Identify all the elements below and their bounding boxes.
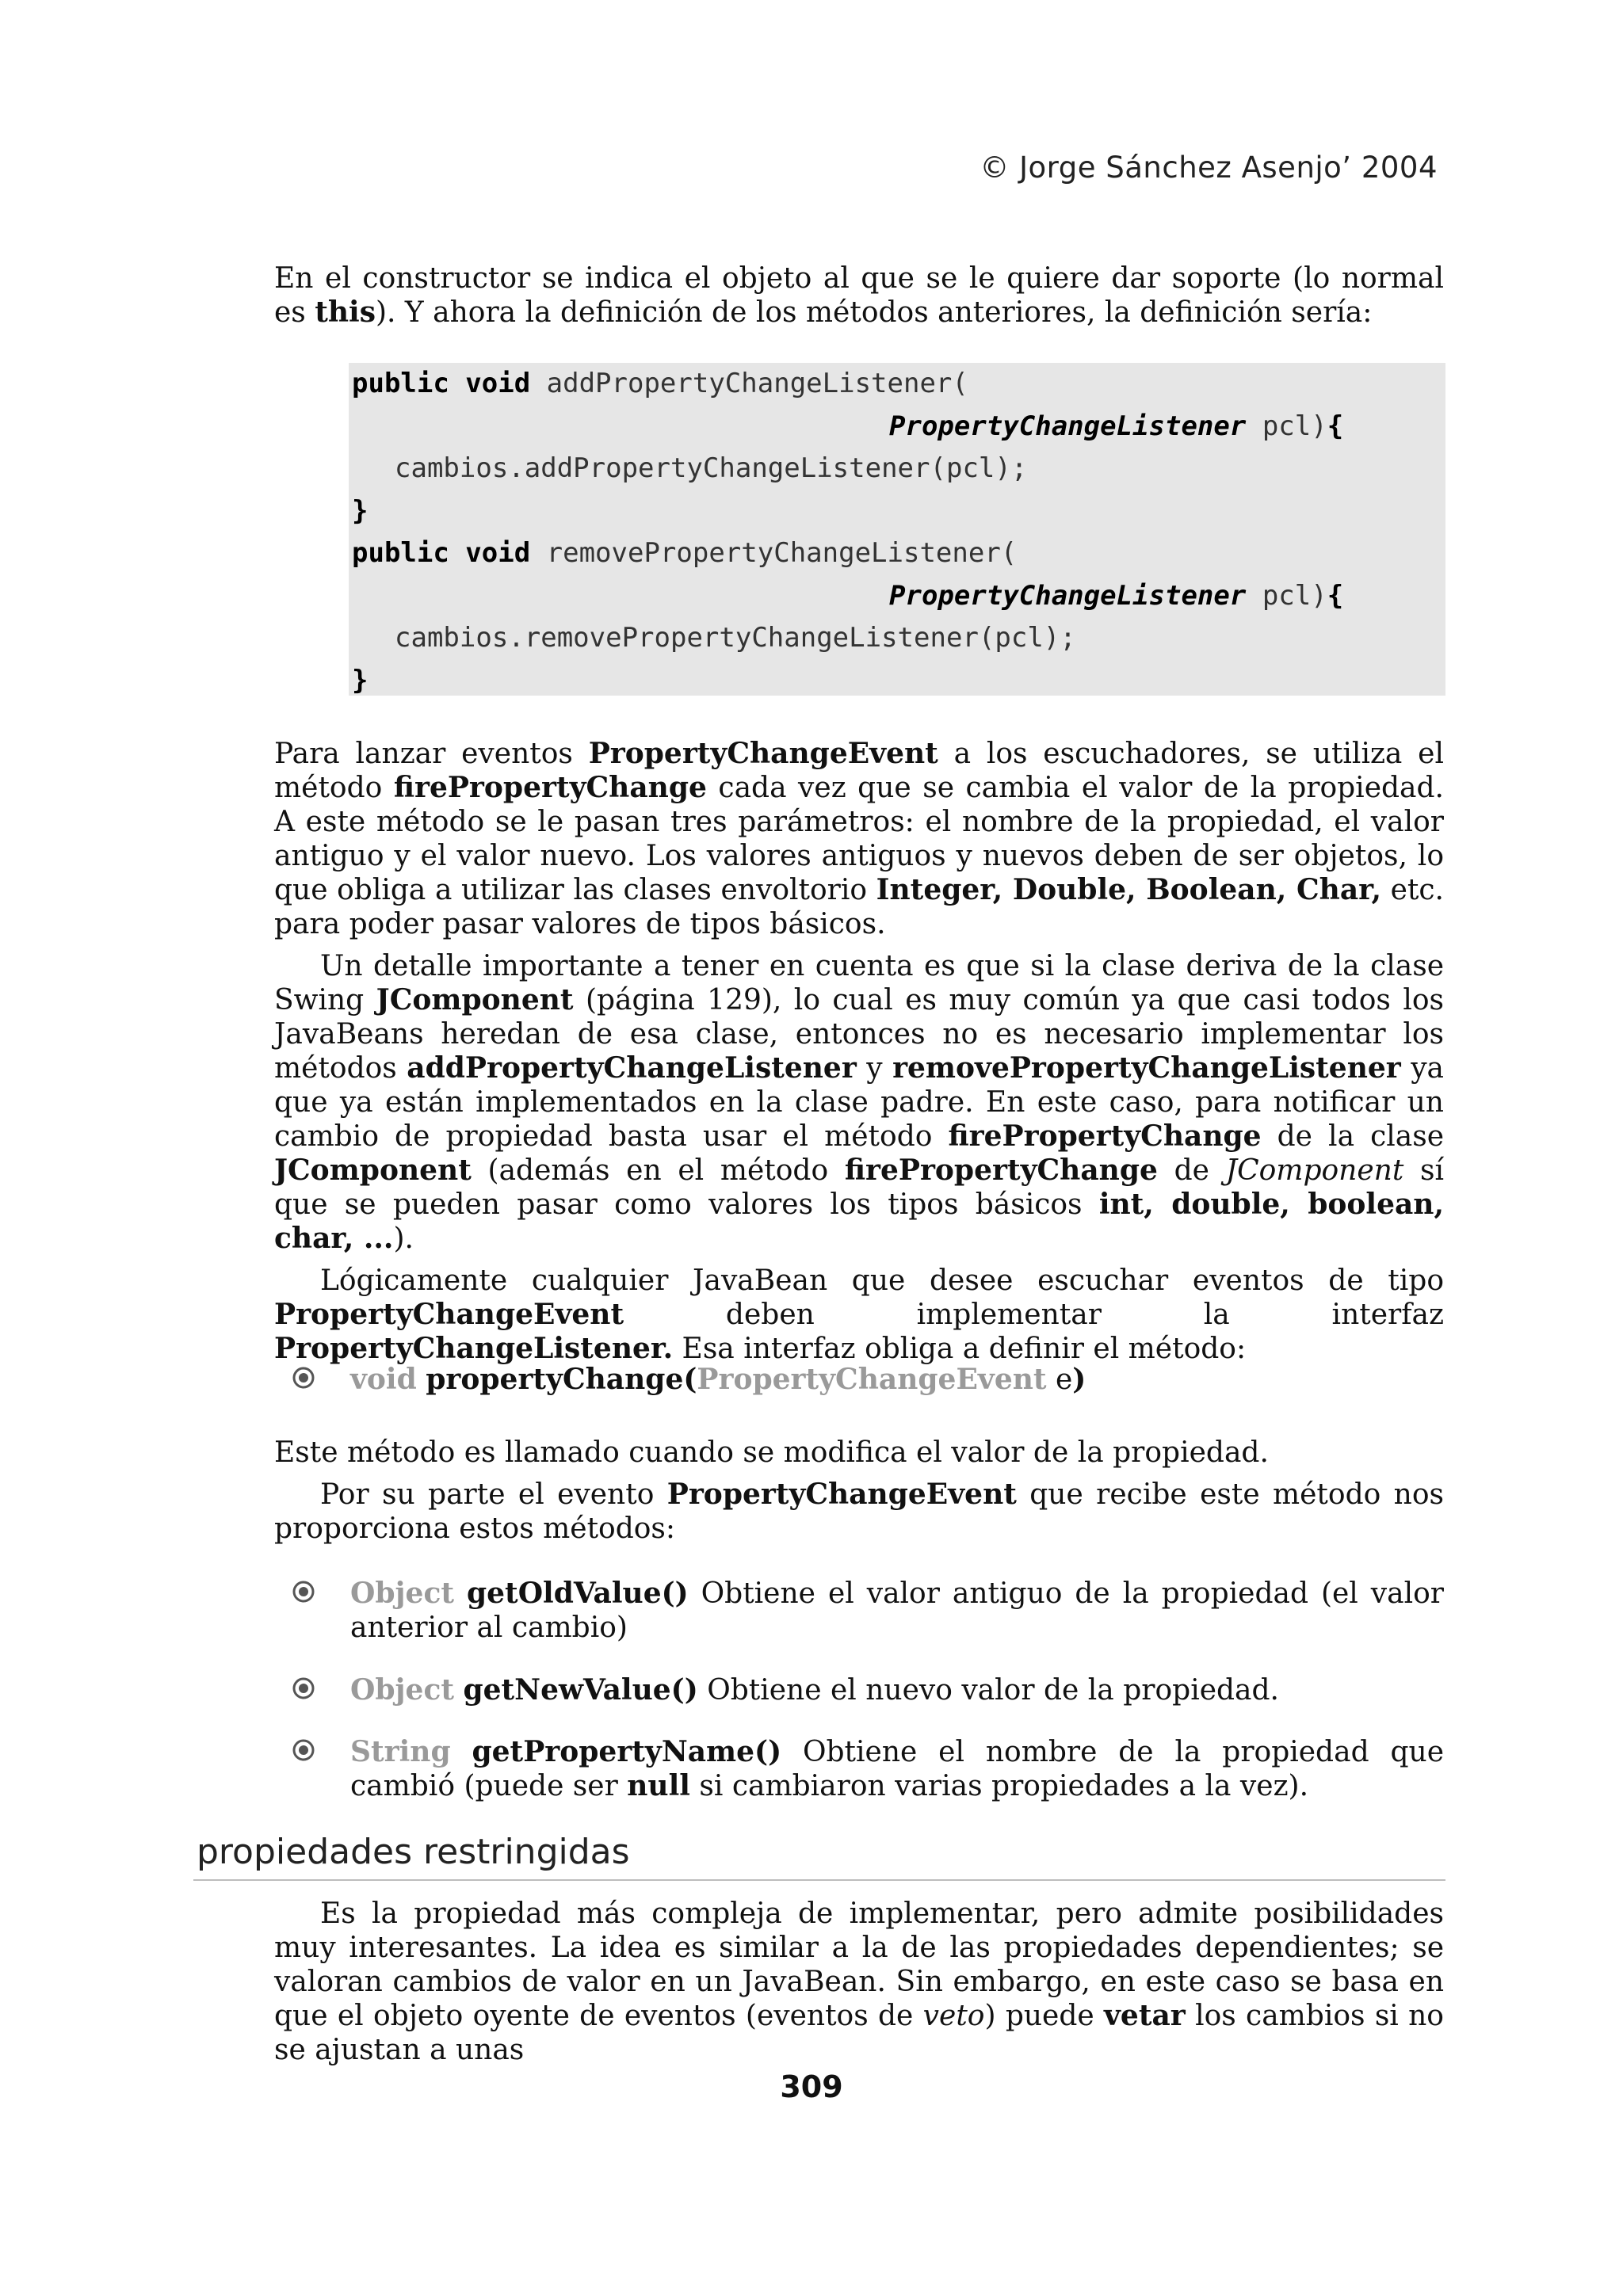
- code-line-3: cambios.addPropertyChangeListener(pcl);: [395, 452, 1028, 484]
- code-line-7: cambios.removePropertyChangeListener(pcl);: [395, 622, 1076, 654]
- bullet-get-property-name: String getPropertyName() Obtiene el nombre de la propiedad que cambió (puede ser null si cambiaron varias propiedades a la vez).: [274, 1735, 1444, 1803]
- text: En el constructor se indica el objeto al que se le quiere dar soporte (lo normal es: [274, 262, 1444, 329]
- radio-bullet-icon: [292, 1676, 315, 1700]
- page-header-copyright: © Jorge Sánchez Asenjo’ 2004: [980, 151, 1438, 185]
- paragraph-listener: Lógicamente cualquier JavaBean que desee escuchar eventos de tipo PropertyChangeEvent deben implementar la interfaz PropertyChangeListener. Esa interfaz obliga a definir el método:: [274, 1264, 1444, 1365]
- keyword-this: this: [315, 296, 376, 329]
- paragraph-fire-property-change: Para lanzar eventos PropertyChangeEvent a los escuchadores, se utiliza el método firePropertyChange cada vez que se cambia el valor de la propiedad. A este método se le pasan tres parámetros: el nombre de la propiedad, el valor antiguo y el valor nuevo. Los valores antiguos y nuevos deben de ser objetos, lo que obliga a utilizar las clases envoltorio Integer, Double, Boolean, Char, etc. para poder pasar valores de tipos básicos.: [274, 737, 1445, 940]
- text: ). Y ahora la definición de los métodos anteriores, la definición sería:: [375, 296, 1373, 329]
- bullet-get-new-value: Object getNewValue() Obtiene el nuevo valor de la propiedad.: [274, 1673, 1444, 1707]
- body-paragraphs: [274, 737, 1444, 1366]
- paragraph-jcomponent: Un detalle importante a tener en cuenta es que si la clase deriva de la clase Swing JComponent (página 129), lo cual es muy común ya que casi todos los JavaBeans heredan de esa clase, entonces no es necesario implementar los métodos addPropertyChangeListener y removePropertyChangeListener ya que ya están implementados en la clase padre. En este caso, para notificar un cambio de propiedad basta usar el método firePropertyChange de la clase JComponent (además en el método firePropertyChange de JComponent sí que se pueden pasar como valores los tipos básicos int, double, boolean, char, ...).: [274, 950, 1445, 1255]
- paragraph-called-when: Este método es llamado cuando se modifica el valor de la propiedad.: [274, 1436, 1269, 1469]
- bullet-get-old-value: Object getOldValue() Obtiene el valor antiguo de la propiedad (el valor anterior al cambio): [274, 1577, 1444, 1645]
- intro-paragraph: [274, 261, 1444, 330]
- paragraph-event-methods: Por su parte el evento PropertyChangeEvent que recibe este método nos proporciona estos métodos:: [274, 1478, 1444, 1545]
- radio-bullet-icon: [292, 1738, 315, 1762]
- code-line-2: PropertyChangeListener pcl){: [889, 410, 1344, 442]
- section-heading: propiedades restringidas: [197, 1832, 630, 1872]
- constrained-properties-paragraph: Es la propiedad más compleja de implementar, pero admite posibilidades muy interesantes. La idea es similar a la de las propiedades dependientes; se valoran cambios de valor en un JavaBean. Sin embargo, en este caso se basa en que el objeto oyente de eventos (eventos de veto) puede vetar los cambios si no se ajustan a unas: [274, 1897, 1444, 2066]
- bullet-property-change: void propertyChange(PropertyChangeEvent e): [274, 1363, 1444, 1397]
- code-line-5: public void removePropertyChangeListener(: [352, 537, 1018, 569]
- page-number: 309: [780, 2069, 843, 2104]
- radio-bullet-icon: [292, 1366, 315, 1390]
- section-divider: [193, 1879, 1445, 1881]
- method-intro: [274, 1436, 1444, 1546]
- code-line-8: }: [352, 664, 369, 696]
- code-line-4: }: [352, 494, 369, 527]
- code-line-6: PropertyChangeListener pcl){: [889, 579, 1344, 612]
- radio-bullet-icon: [292, 1580, 315, 1604]
- code-line-1: public void addPropertyChangeListener(: [352, 368, 968, 399]
- code-block: [349, 363, 1445, 696]
